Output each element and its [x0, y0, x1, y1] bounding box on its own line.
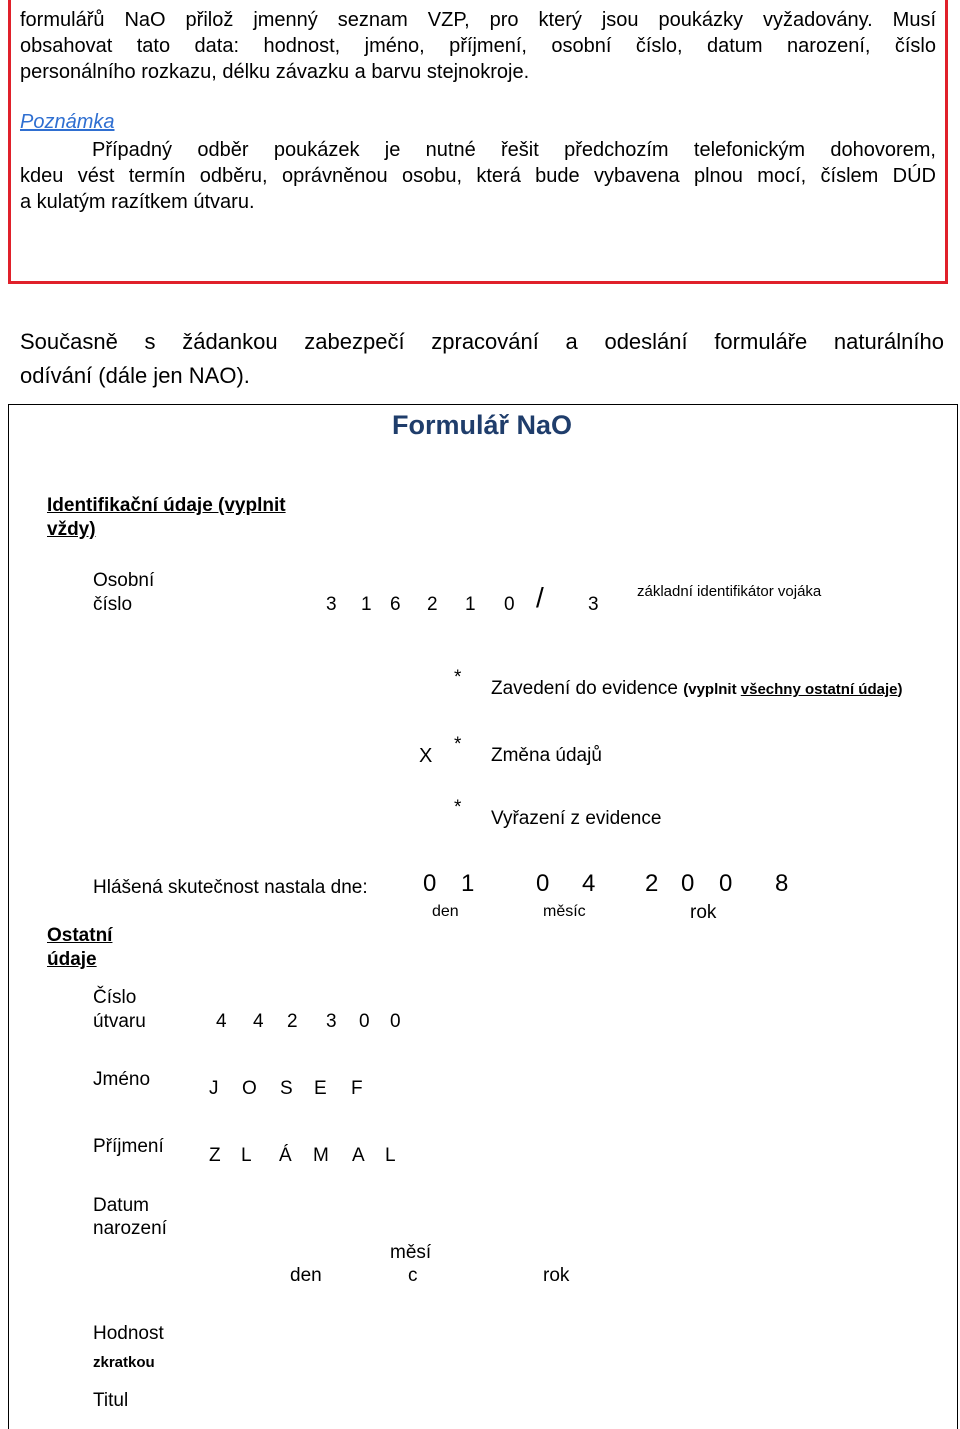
rank-sublabel: zkratkou — [93, 1354, 155, 1371]
other-section-heading-2: údaje — [47, 949, 97, 970]
note-line-2: kdeu vést termín odběru, oprávněnou osobu, která bude vybavena plnou mocí, číslem DÚD — [20, 165, 936, 187]
personal-number-note: základní identifikátor vojáka — [637, 583, 822, 600]
unit-number-label-2: útvaru — [93, 1011, 146, 1032]
surname-letter: M — [313, 1145, 329, 1166]
personal-number-slash: / — [536, 582, 544, 613]
note-title: Poznámka — [20, 111, 115, 133]
option-enroll-text: Zavedení do evidence — [491, 678, 678, 699]
unit-number-digit: 4 — [253, 1011, 264, 1032]
first-name-letter: O — [242, 1078, 257, 1099]
surname-letter: L — [241, 1145, 252, 1166]
first-name-letter: S — [280, 1078, 293, 1099]
id-section-heading-2: vždy) — [47, 519, 96, 540]
unit-number-digit: 4 — [216, 1011, 227, 1032]
unit-number-label: Číslo — [93, 987, 137, 1008]
surname-letter: Z — [209, 1145, 221, 1166]
birth-day-caption: den — [290, 1265, 322, 1286]
reported-month-caption: měsíc — [543, 903, 586, 920]
first-name-letter: J — [209, 1078, 219, 1099]
birth-month-caption: měsí — [390, 1242, 432, 1263]
option-enroll-hint — [683, 681, 902, 698]
unit-number-digit: 2 — [287, 1011, 298, 1032]
surname-letter: A — [352, 1145, 365, 1166]
unit-number-digit: 3 — [326, 1011, 337, 1032]
birth-date-label: Datum — [93, 1195, 149, 1216]
title-label: Titul — [93, 1390, 129, 1411]
note-line-1: Případný odběr poukázek je nutné řešit předchozím telefonickým dohovorem, — [92, 139, 936, 161]
option-remove-label: Vyřazení z evidence — [491, 808, 662, 829]
reported-day-digit: 1 — [461, 870, 475, 897]
personal-number-digit: 3 — [326, 594, 337, 615]
option-change-mark: X — [419, 745, 433, 767]
reported-date-label: Hlášená skutečnost nastala dne: — [93, 877, 368, 898]
personal-number-digit: 0 — [504, 594, 515, 615]
unit-number-digit: 0 — [390, 1011, 401, 1032]
reported-day-caption: den — [432, 903, 459, 920]
surname-label: Příjmení — [93, 1136, 164, 1157]
personal-number-digit: 1 — [361, 594, 372, 615]
reported-year-digit: 0 — [719, 870, 733, 897]
reported-year-digit: 0 — [681, 870, 695, 897]
intro-line-2: obsahovat tato data: hodnost, jméno, příjmení, osobní číslo, datum narození, číslo — [20, 35, 936, 57]
option-enroll-label — [491, 678, 902, 700]
option-star-remove: * — [454, 797, 462, 818]
form-title: Formulář NaO — [391, 410, 573, 440]
note-line-3: a kulatým razítkem útvaru. — [20, 191, 255, 213]
body-line-1: Současně s žádankou zabezpečí zpracování a odeslání formuláře naturálního — [20, 329, 944, 354]
personal-number-label-2: číslo — [93, 594, 133, 615]
other-section-heading: Ostatní — [47, 925, 113, 946]
option-star-enroll: * — [454, 667, 462, 688]
personal-number-digit: 1 — [465, 594, 476, 615]
birth-date-label-2: narození — [93, 1218, 167, 1239]
reported-year-caption: rok — [690, 902, 717, 923]
unit-number-digit: 0 — [359, 1011, 370, 1032]
personal-number-digit: 2 — [427, 594, 438, 615]
reported-year-digit: 8 — [775, 870, 789, 897]
reported-month-digit: 4 — [582, 870, 596, 897]
surname-letter: Á — [279, 1145, 292, 1166]
body-line-2: odívání (dále jen NAO). — [20, 363, 250, 388]
personal-number-label: Osobní — [93, 570, 155, 591]
option-star-change: * — [454, 734, 462, 755]
reported-year-digit: 2 — [645, 870, 659, 897]
hint-underlined: všechny ostatní údaje — [740, 681, 898, 698]
birth-month-caption-2: c — [408, 1265, 418, 1286]
birth-year-caption: rok — [543, 1265, 570, 1286]
hint-suffix: ) — [897, 681, 903, 698]
form-frame — [8, 404, 958, 1429]
reported-month-digit: 0 — [536, 870, 550, 897]
option-change-label: Změna údajů — [491, 745, 602, 766]
personal-number-digit: 6 — [390, 594, 401, 615]
rank-label: Hodnost — [93, 1323, 164, 1344]
intro-line-3: personálního rozkazu, délku závazku a barvu stejnokroje. — [20, 61, 530, 83]
intro-line-1: formulářů NaO přilož jmenný seznam VZP, pro který jsou poukázky vyžadovány. Musí — [20, 9, 936, 31]
id-section-heading: Identifikační údaje (vyplnit — [47, 495, 286, 516]
first-name-label: Jméno — [93, 1069, 151, 1090]
first-name-letter: E — [314, 1078, 327, 1099]
reported-day-digit: 0 — [423, 870, 437, 897]
hint-prefix: (vyplnit — [683, 681, 741, 698]
personal-number-suffix: 3 — [588, 594, 599, 615]
surname-letter: L — [385, 1145, 396, 1166]
first-name-letter: F — [351, 1078, 363, 1099]
